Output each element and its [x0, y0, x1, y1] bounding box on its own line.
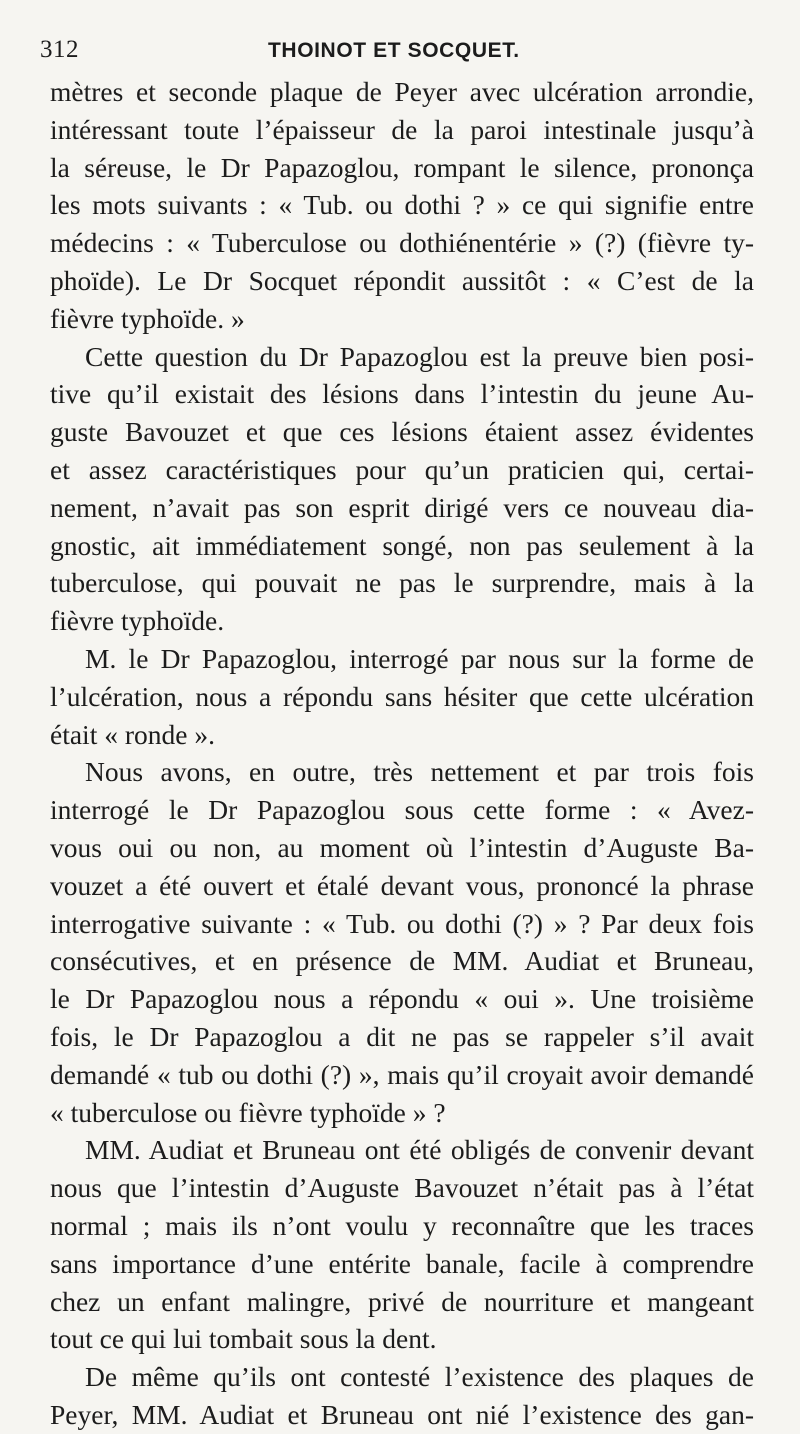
paragraph [50, 1131, 754, 1358]
text-line: Cette question du Dr Papazoglou est la preuve bien posi- [85, 340, 754, 372]
text-line: les mots suivants : « Tub. ou dothi ? » ce qui signifie entre [50, 189, 754, 221]
text-line: vouzet a été ouvert et étalé devant vous, prononcé la phrase [50, 869, 754, 901]
text-line: nement, n’avait pas son esprit dirigé vers ce nouveau dia- [50, 491, 754, 523]
text-line: De même qu’ils ont contesté l’existence des plaques de [85, 1361, 754, 1393]
text-line: tuberculose, qui pouvait ne pas le surprendre, mais à la [50, 567, 754, 599]
paragraph [50, 73, 754, 338]
text-line: MM. Audiat et Bruneau ont été obligés de convenir devant [85, 1134, 754, 1166]
text-line: sans importance d’une entérite banale, facile à comprendre [50, 1247, 754, 1279]
text-line: vous oui ou non, au moment où l’intestin d’Auguste Ba- [50, 831, 754, 863]
text-line: guste Bavouzet et que ces lésions étaient assez évidentes [50, 416, 754, 448]
paragraph [50, 640, 754, 753]
text-line: gnostic, ait immédiatement songé, non pas seulement à la [50, 529, 754, 561]
text-line: était « ronde ». [50, 718, 215, 750]
text-line: interrogé le Dr Papazoglou sous cette forme : « Avez- [50, 794, 754, 826]
text-line: fois, le Dr Papazoglou a dit ne pas se rappeler s’il avait [50, 1020, 754, 1052]
text-line: Peyer, MM. Audiat et Bruneau ont nié l’existence des gan- [50, 1398, 754, 1430]
text-line: M. le Dr Papazoglou, interrogé par nous sur la forme de [85, 642, 754, 674]
text-line: tout ce qui lui tombait sous la dent. [50, 1323, 437, 1355]
text-line: fièvre typhoïde. [50, 605, 225, 637]
running-head [40, 36, 760, 68]
text-line: nous que l’intestin d’Auguste Bavouzet n’était pas à l’état [50, 1172, 754, 1204]
page-number: 312 [40, 36, 79, 63]
text-line: la séreuse, le Dr Papazoglou, rompant le silence, prononça [50, 151, 754, 183]
body-text [50, 73, 754, 1434]
text-line: tive qu’il existait des lésions dans l’intestin du jeune Au- [50, 378, 754, 410]
text-line: l’ulcération, nous a répondu sans hésiter que cette ulcération [50, 680, 754, 712]
text-line: Nous avons, en outre, très nettement et par trois fois [85, 756, 754, 788]
text-line: le Dr Papazoglou nous a répondu « oui ». Une troisième [50, 983, 754, 1015]
text-line: demandé « tub ou dothi (?) », mais qu’il croyait avoir demandé [50, 1058, 754, 1090]
running-title: THOINOT ET SOCQUET. [268, 39, 520, 62]
paragraph [50, 1358, 754, 1434]
paragraph [50, 338, 754, 640]
text-line: interrogative suivante : « Tub. ou dothi (?) » ? Par deux fois [50, 907, 754, 939]
paragraph [50, 753, 754, 1131]
text-line: fièvre typhoïde. » [50, 302, 245, 334]
text-line: intéressant toute l’épaisseur de la paroi intestinale jusqu’à [50, 113, 754, 145]
text-line: consécutives, et en présence de MM. Audiat et Bruneau, [50, 945, 754, 977]
text-line: « tuberculose ou fièvre typhoïde » ? [50, 1096, 446, 1128]
text-line: chez un enfant malingre, privé de nourriture et mangeant [50, 1285, 754, 1317]
text-line: et assez caractéristiques pour qu’un praticien qui, certai- [50, 453, 754, 485]
text-line: médecins : « Tuberculose ou dothiénentérie » (?) (fièvre ty- [50, 227, 754, 259]
text-line: mètres et seconde plaque de Peyer avec ulcération arrondie, [50, 76, 754, 107]
text-line: phoïde). Le Dr Socquet répondit aussitôt : « C’est de la [50, 264, 754, 296]
text-line: normal ; mais ils n’ont voulu y reconnaître que les traces [50, 1209, 754, 1241]
